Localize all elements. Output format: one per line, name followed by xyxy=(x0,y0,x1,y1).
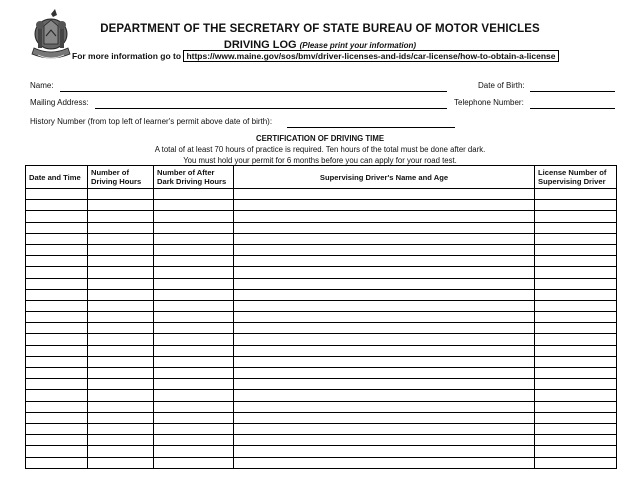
cell-date-time[interactable] xyxy=(26,390,88,401)
certification-line-2: You must hold your permit for 6 months before you can apply for your road test. xyxy=(183,156,457,165)
cell-driving-hours[interactable] xyxy=(88,289,154,300)
cell-after-dark-hours[interactable] xyxy=(154,300,234,311)
cell-after-dark-hours[interactable] xyxy=(154,379,234,390)
table-row xyxy=(26,446,617,457)
cell-supervising-driver[interactable] xyxy=(234,457,535,468)
cell-license-number[interactable] xyxy=(535,256,617,267)
cell-driving-hours[interactable] xyxy=(88,423,154,434)
cell-date-time[interactable] xyxy=(26,368,88,379)
cell-date-time[interactable] xyxy=(26,244,88,255)
table-row xyxy=(26,233,617,244)
cell-after-dark-hours[interactable] xyxy=(154,200,234,211)
driving-log-title: DRIVING LOG xyxy=(223,39,297,51)
cell-license-number[interactable] xyxy=(535,345,617,356)
cell-license-number[interactable] xyxy=(535,423,617,434)
column-header-supervising-driver: Supervising Driver's Name and Age xyxy=(234,166,535,189)
cell-supervising-driver[interactable] xyxy=(234,401,535,412)
cell-date-time[interactable] xyxy=(26,222,88,233)
cell-date-time[interactable] xyxy=(26,435,88,446)
cell-date-time[interactable] xyxy=(26,256,88,267)
cell-after-dark-hours[interactable] xyxy=(154,278,234,289)
cell-after-dark-hours[interactable] xyxy=(154,457,234,468)
cell-license-number[interactable] xyxy=(535,312,617,323)
table-body xyxy=(26,189,617,469)
history-field[interactable] xyxy=(287,127,455,128)
cell-after-dark-hours[interactable] xyxy=(154,289,234,300)
cell-driving-hours[interactable] xyxy=(88,244,154,255)
cell-driving-hours[interactable] xyxy=(88,300,154,311)
cell-after-dark-hours[interactable] xyxy=(154,401,234,412)
table-row xyxy=(26,256,617,267)
cell-date-time[interactable] xyxy=(26,379,88,390)
phone-label: Telephone Number: xyxy=(454,98,524,107)
table-header-row xyxy=(26,166,617,189)
cell-license-number[interactable] xyxy=(535,289,617,300)
cell-supervising-driver[interactable] xyxy=(234,189,535,200)
cell-after-dark-hours[interactable] xyxy=(154,390,234,401)
cell-driving-hours[interactable] xyxy=(88,278,154,289)
cell-driving-hours[interactable] xyxy=(88,312,154,323)
cell-license-number[interactable] xyxy=(535,300,617,311)
cell-driving-hours[interactable] xyxy=(88,200,154,211)
table-row xyxy=(26,211,617,222)
cell-supervising-driver[interactable] xyxy=(234,300,535,311)
cell-supervising-driver[interactable] xyxy=(234,289,535,300)
cell-license-number[interactable] xyxy=(535,278,617,289)
cell-driving-hours[interactable] xyxy=(88,401,154,412)
cell-driving-hours[interactable] xyxy=(88,412,154,423)
cell-driving-hours[interactable] xyxy=(88,457,154,468)
cell-license-number[interactable] xyxy=(535,435,617,446)
cell-date-time[interactable] xyxy=(26,312,88,323)
cell-date-time[interactable] xyxy=(26,278,88,289)
cell-after-dark-hours[interactable] xyxy=(154,435,234,446)
table-row xyxy=(26,345,617,356)
cell-supervising-driver[interactable] xyxy=(234,379,535,390)
cell-license-number[interactable] xyxy=(535,323,617,334)
cell-date-time[interactable] xyxy=(26,334,88,345)
table-row xyxy=(26,267,617,278)
cell-date-time[interactable] xyxy=(26,289,88,300)
cell-after-dark-hours[interactable] xyxy=(154,423,234,434)
table-row xyxy=(26,244,617,255)
column-header-driving-hours: Number of Driving Hours xyxy=(88,166,154,189)
cell-date-time[interactable] xyxy=(26,233,88,244)
column-header-date-time: Date and Time xyxy=(26,166,88,189)
info-line xyxy=(72,51,559,61)
history-label: History Number (from top left of learner's permit above date of birth): xyxy=(30,117,273,126)
address-field[interactable] xyxy=(95,108,447,109)
cell-license-number[interactable] xyxy=(535,457,617,468)
driving-log-table xyxy=(25,165,617,469)
cell-date-time[interactable] xyxy=(26,200,88,211)
cell-after-dark-hours[interactable] xyxy=(154,334,234,345)
cell-license-number[interactable] xyxy=(535,412,617,423)
table-row xyxy=(26,312,617,323)
cell-date-time[interactable] xyxy=(26,356,88,367)
cell-driving-hours[interactable] xyxy=(88,446,154,457)
cell-supervising-driver[interactable] xyxy=(234,334,535,345)
cell-after-dark-hours[interactable] xyxy=(154,312,234,323)
cell-after-dark-hours[interactable] xyxy=(154,368,234,379)
cell-driving-hours[interactable] xyxy=(88,211,154,222)
cell-date-time[interactable] xyxy=(26,211,88,222)
certification-line-1: A total of at least 70 hours of practice is required. Ten hours of the total must be done after dark. xyxy=(154,145,486,154)
cell-supervising-driver[interactable] xyxy=(234,423,535,434)
table-row xyxy=(26,390,617,401)
cell-date-time[interactable] xyxy=(26,412,88,423)
table-row xyxy=(26,323,617,334)
cell-driving-hours[interactable] xyxy=(88,379,154,390)
cell-license-number[interactable] xyxy=(535,401,617,412)
maine-state-seal-icon xyxy=(26,8,76,66)
cell-license-number[interactable] xyxy=(535,200,617,211)
cell-after-dark-hours[interactable] xyxy=(154,356,234,367)
cell-driving-hours[interactable] xyxy=(88,334,154,345)
phone-field[interactable] xyxy=(530,108,615,109)
table-row xyxy=(26,435,617,446)
table-row xyxy=(26,222,617,233)
table-row xyxy=(26,200,617,211)
table-row xyxy=(26,189,617,200)
cell-supervising-driver[interactable] xyxy=(234,435,535,446)
table-row xyxy=(26,289,617,300)
column-header-license-number: License Number of Supervising Driver xyxy=(535,166,617,189)
dob-field[interactable] xyxy=(530,91,615,92)
cell-license-number[interactable] xyxy=(535,244,617,255)
cell-after-dark-hours[interactable] xyxy=(154,446,234,457)
table-row xyxy=(26,278,617,289)
cell-supervising-driver[interactable] xyxy=(234,345,535,356)
cell-license-number[interactable] xyxy=(535,379,617,390)
table-row xyxy=(26,300,617,311)
cell-supervising-driver[interactable] xyxy=(234,233,535,244)
info-link[interactable]: https://www.maine.gov/sos/bmv/driver-licenses-and-ids/car-license/how-to-obtain-a-license xyxy=(183,50,558,62)
cell-license-number[interactable] xyxy=(535,222,617,233)
table-row xyxy=(26,401,617,412)
cell-license-number[interactable] xyxy=(535,334,617,345)
print-note: (Please print your information) xyxy=(299,41,417,50)
cell-supervising-driver[interactable] xyxy=(234,356,535,367)
cell-license-number[interactable] xyxy=(535,368,617,379)
cell-after-dark-hours[interactable] xyxy=(154,267,234,278)
cell-supervising-driver[interactable] xyxy=(234,323,535,334)
cell-supervising-driver[interactable] xyxy=(234,312,535,323)
cell-driving-hours[interactable] xyxy=(88,222,154,233)
cell-supervising-driver[interactable] xyxy=(234,390,535,401)
cell-supervising-driver[interactable] xyxy=(234,222,535,233)
cell-supervising-driver[interactable] xyxy=(234,267,535,278)
cell-driving-hours[interactable] xyxy=(88,345,154,356)
name-label: Name: xyxy=(30,81,54,90)
cell-supervising-driver[interactable] xyxy=(234,244,535,255)
certification-title: CERTIFICATION OF DRIVING TIME xyxy=(255,134,385,143)
cell-driving-hours[interactable] xyxy=(88,256,154,267)
cell-driving-hours[interactable] xyxy=(88,435,154,446)
column-header-after-dark-hours: Number of After Dark Driving Hours xyxy=(154,166,234,189)
table-row xyxy=(26,334,617,345)
cell-driving-hours[interactable] xyxy=(88,368,154,379)
cell-date-time[interactable] xyxy=(26,446,88,457)
table-row xyxy=(26,356,617,367)
cell-after-dark-hours[interactable] xyxy=(154,189,234,200)
table-row xyxy=(26,379,617,390)
cell-license-number[interactable] xyxy=(535,211,617,222)
address-label: Mailing Address: xyxy=(30,98,89,107)
cell-driving-hours[interactable] xyxy=(88,390,154,401)
cell-after-dark-hours[interactable] xyxy=(154,323,234,334)
cell-supervising-driver[interactable] xyxy=(234,256,535,267)
cell-driving-hours[interactable] xyxy=(88,189,154,200)
cell-date-time[interactable] xyxy=(26,323,88,334)
cell-after-dark-hours[interactable] xyxy=(154,233,234,244)
cell-license-number[interactable] xyxy=(535,390,617,401)
cell-date-time[interactable] xyxy=(26,401,88,412)
cell-supervising-driver[interactable] xyxy=(234,412,535,423)
cell-supervising-driver[interactable] xyxy=(234,200,535,211)
cell-date-time[interactable] xyxy=(26,267,88,278)
cell-date-time[interactable] xyxy=(26,345,88,356)
table-row xyxy=(26,368,617,379)
cell-after-dark-hours[interactable] xyxy=(154,222,234,233)
dob-label: Date of Birth: xyxy=(478,81,525,90)
cell-driving-hours[interactable] xyxy=(88,267,154,278)
cell-after-dark-hours[interactable] xyxy=(154,412,234,423)
table-row xyxy=(26,423,617,434)
cell-supervising-driver[interactable] xyxy=(234,368,535,379)
cell-driving-hours[interactable] xyxy=(88,233,154,244)
cell-date-time[interactable] xyxy=(26,423,88,434)
cell-after-dark-hours[interactable] xyxy=(154,345,234,356)
cell-license-number[interactable] xyxy=(535,356,617,367)
cell-license-number[interactable] xyxy=(535,189,617,200)
cell-after-dark-hours[interactable] xyxy=(154,244,234,255)
table-row xyxy=(26,412,617,423)
cell-date-time[interactable] xyxy=(26,189,88,200)
info-prefix: For more information go to xyxy=(72,51,182,61)
document-title: DEPARTMENT OF THE SECRETARY OF STATE BUREAU OF MOTOR VEHICLES xyxy=(100,23,540,35)
cell-driving-hours[interactable] xyxy=(88,356,154,367)
cell-license-number[interactable] xyxy=(535,267,617,278)
cell-after-dark-hours[interactable] xyxy=(154,211,234,222)
cell-license-number[interactable] xyxy=(535,233,617,244)
cell-date-time[interactable] xyxy=(26,300,88,311)
table-row xyxy=(26,457,617,468)
cell-supervising-driver[interactable] xyxy=(234,278,535,289)
cell-supervising-driver[interactable] xyxy=(234,211,535,222)
name-field[interactable] xyxy=(60,91,447,92)
cell-supervising-driver[interactable] xyxy=(234,446,535,457)
cell-license-number[interactable] xyxy=(535,446,617,457)
cell-after-dark-hours[interactable] xyxy=(154,256,234,267)
cell-date-time[interactable] xyxy=(26,457,88,468)
cell-driving-hours[interactable] xyxy=(88,323,154,334)
